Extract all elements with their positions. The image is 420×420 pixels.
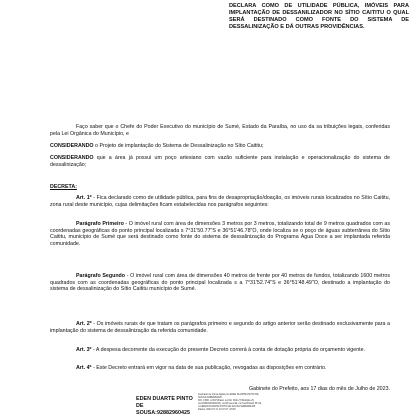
decree-summary: DECLARA COMO DE UTILIDADE PÚBLICA, IMÓVEIS PARA IMPLANTAÇÃO DE DESSANILIZADOR NO SÍTIO CAITITU O QUAL SERÁ DESTINADO COMO FONTE DO SISTEMA DE DESSALINIZAÇÃO E DÁ OUTRAS PROVIDÊNCIAS. [229,3,409,31]
paragraph-segundo [50,273,390,293]
article-text: - A despesa decorrente da execução do presente Decreto correrá à conta de dotação própria do orçamento vigente. [91,347,366,353]
stamp-line: cn=EDEN DUARTE PINTO DE SOUSA:92882960425 [198,405,256,409]
digital-signature-stamp [198,393,288,412]
paragraph-text: - O imóvel rural com área de dimensões 3 metros por 3 metros, totalizando total de 9 metros quadrados com as coordenadas geográficas do ponto principal localizada s 7°31'50.77"S e 36°51'46.78"O, onde localiza se o poço de águas subterrânea do Sítio Caititu, município de Sumé que será destinado como fonte do sistema de dessalinização do Programa Água Doce a ser implantada referida comunidade. [50,221,390,247]
article-text: - Fica declarado como de utilidade pública, para fins de desapropriação/doação, os imóveis rurais localizados no Sítio Caititu, zona rural deste município, cujas delimitações ficam estabelecidas nos parágrafos seguintes: [50,195,391,208]
stamp-line: Assinado de forma digital por EDEN DUARTE PINTO DE [198,393,259,396]
article-3 [50,347,390,354]
article-label: Art. 3º [76,347,92,353]
considerando-paragraph-2 [50,155,390,168]
signatory-name [136,396,196,417]
article-label: Art. 1º [76,195,92,201]
considerando-text: o Projeto de implantação do Sistema de Dessalinização no Sítio Caititu; [93,143,264,149]
place-and-date: Gabinete do Prefeito, aos 17 dias do mês de Julho de 2023. [248,386,390,392]
decreta-heading: DECRETA: [50,184,77,190]
stamp-line: DN: c=BR, o=ICP-Brasil, ou=AC SOLUTI Multipla v5, [198,399,255,403]
considerando-label: CONSIDERANDO [50,155,94,161]
article-label: Art. 4º [76,365,92,371]
article-2 [50,321,390,334]
article-text: - Os imóveis rurais de que tratam os parágrafos primeiro e segundo do artigo anterior serão destinado exclusivamente para a implantação do sistema de dessalinização da referida comunidade. [50,321,390,334]
signatory-name-line-2: SOUSA:92882960425 [136,410,190,416]
article-label: Art. 2º [76,321,92,327]
paragraph-label: Parágrafo Primeiro [76,221,124,227]
considerando-text: que a área já possui um poço artesiano com vazão suficiente para instalação e operacionalização do sistema de dessalinização; [50,155,390,168]
stamp-line: Dados: 2023.07.17 10:47:27 -03'00' [198,408,236,412]
paragraph-label: Parágrafo Segundo [76,273,126,279]
article-4 [50,365,390,372]
preamble-paragraph: Faço saber que o Chefe do Poder Executivo do município de Sumé, Estado da Paraíba, no uso da sa tribuições legais, conferidas pela Lei Orgânica do Município, e [50,124,390,137]
paragraph-primeiro [50,221,390,247]
article-1 [50,195,390,208]
considerando-label: CONSIDERANDO [50,143,94,149]
considerando-paragraph-1 [50,143,390,150]
signatory-name-line-1: EDEN DUARTE PINTO DE [136,396,193,409]
stamp-line: ou=29483120000130, ou=Presencial, ou=Certificado PF A3, [198,402,262,406]
stamp-line: SOUSA:92882960425 [198,396,222,400]
article-text: - Este Decreto entrará em vigor na data de sua publicação, revogadas as disposições em contrário. [91,365,327,371]
paragraph-text: - O imóvel rural com área de dimensões 40 metros de frente por 40 metros de fundos, totalizando 1600 metros quadrados com as coordenadas geográficas do ponto principal localizada s a 7°31'52.74"S e 36°51'48.49"O, destinado a implantação do sistema de dessalinização do Sítio Caititu município de Sumé. [50,273,391,293]
